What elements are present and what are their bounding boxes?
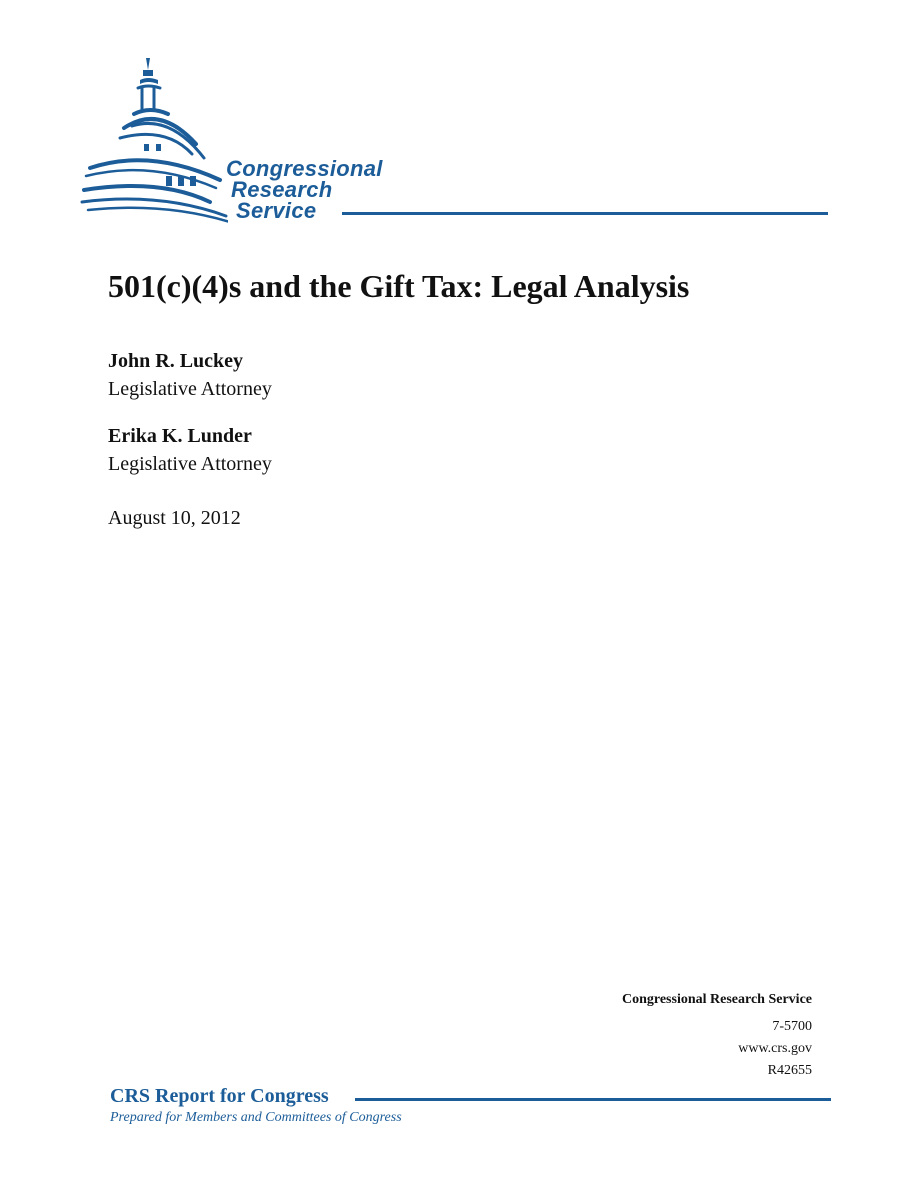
author-role: Legislative Attorney bbox=[108, 453, 272, 475]
author-name: Erika K. Lunder bbox=[108, 425, 252, 447]
logo-text-research: Research bbox=[231, 177, 333, 202]
document-title: 501(c)(4)s and the Gift Tax: Legal Analysis bbox=[108, 268, 690, 304]
report-rule bbox=[355, 1098, 831, 1101]
footer-website-link[interactable]: www.crs.gov bbox=[738, 1041, 812, 1056]
report-subheading: Prepared for Members and Committees of Congress bbox=[110, 1110, 402, 1125]
author-role: Legislative Attorney bbox=[108, 378, 272, 400]
logo-text-congressional: Congressional bbox=[226, 156, 383, 181]
footer-code: 7-5700 bbox=[772, 1019, 812, 1034]
author-block bbox=[108, 423, 508, 479]
report-date: August 10, 2012 bbox=[108, 507, 241, 529]
footer-org-name: Congressional Research Service bbox=[621, 992, 812, 1007]
crs-logo bbox=[80, 52, 830, 224]
logo-rule bbox=[342, 212, 828, 215]
crs-footer-info bbox=[622, 990, 812, 1082]
capitol-dome-icon bbox=[80, 52, 228, 224]
author-name: John R. Luckey bbox=[108, 350, 244, 372]
footer-report-number: R42655 bbox=[767, 1063, 812, 1078]
logo-text-service: Service bbox=[236, 198, 317, 223]
author-block bbox=[108, 348, 508, 404]
report-heading: CRS Report for Congress bbox=[110, 1085, 329, 1107]
